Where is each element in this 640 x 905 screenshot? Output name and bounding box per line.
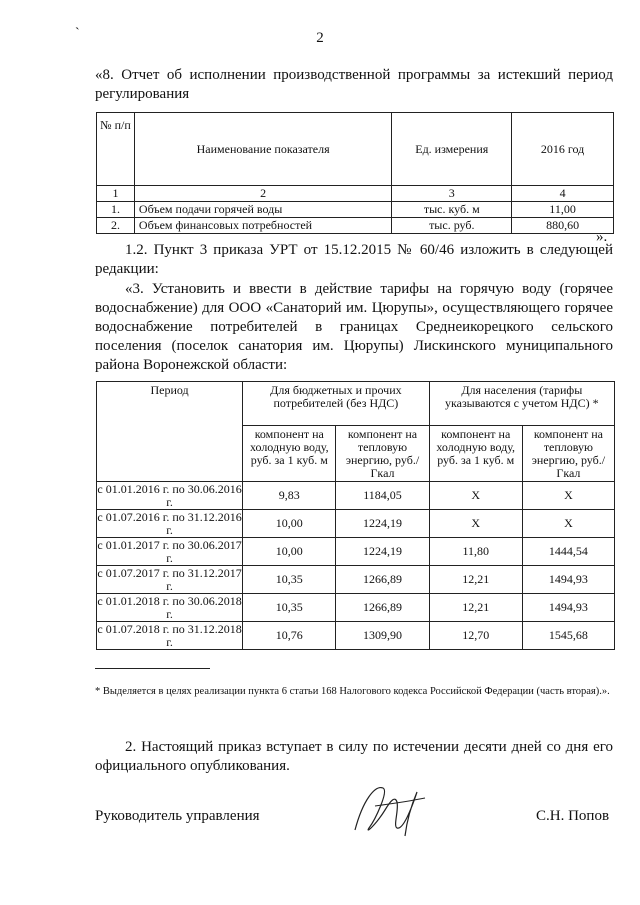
table-cell: 10,35	[243, 566, 336, 594]
footnote: * Выделяется в целях реализации пункта 6 статьи 168 Налогового кодекса Российской Федерации (часть вторая).».	[95, 686, 610, 697]
table-row	[97, 202, 614, 218]
header-year: 2016 год	[512, 113, 614, 186]
table-header-row	[97, 113, 614, 186]
table-cell: 10,00	[243, 510, 336, 538]
table-cell: 9,83	[243, 482, 336, 510]
period-cell: с 01.01.2016 г. по 30.06.2016 г.	[97, 481, 242, 509]
table-cell: 3	[392, 186, 512, 202]
table-cell: 10,76	[243, 622, 336, 650]
period-cell: с 01.07.2016 г. по 31.12.2016 г.	[97, 509, 242, 537]
closing-quote: ».	[596, 229, 608, 245]
table-row	[97, 594, 615, 622]
paragraph-1-2: 1.2. Пункт 3 приказа УРТ от 15.12.2015 № 60/46 изложить в следующей редакции:	[95, 242, 613, 277]
header-number: № п/п	[97, 113, 135, 186]
table-cell: Х	[429, 510, 522, 538]
table-cell: 1494,93	[522, 566, 614, 594]
table-cell: 11,80	[429, 538, 522, 566]
period-cell: с 01.01.2017 г. по 30.06.2017 г.	[97, 537, 242, 565]
subheader-heat-energy: компонент на тепловую энергию, руб./Гкал	[522, 426, 614, 482]
table-cell: 1545,68	[522, 622, 614, 650]
section-8-title-line1: «8. Отчет об исполнении производственной программы за истекший период	[95, 67, 613, 83]
table-index-row	[97, 186, 614, 202]
table-cell: 10,00	[243, 538, 336, 566]
tick-mark: `	[75, 26, 80, 41]
table-row	[97, 566, 615, 594]
table-cell: 10,35	[243, 594, 336, 622]
table-row	[97, 218, 614, 234]
table-cell: Х	[522, 482, 614, 510]
period-cell: с 01.07.2018 г. по 31.12.2018 г.	[97, 621, 242, 649]
header-period: Период	[97, 382, 243, 482]
table-header-row	[97, 382, 615, 426]
table-cell: 1	[97, 186, 135, 202]
table-cell: 1494,93	[522, 594, 614, 622]
period-cell: с 01.07.2017 г. по 31.12.2017 г.	[97, 565, 242, 593]
table-cell: 12,70	[429, 622, 522, 650]
signer-title: Руководитель управления	[95, 808, 260, 824]
table-cell: 11,00	[512, 202, 614, 218]
table-cell: 2.	[97, 218, 135, 234]
table-cell: 1266,89	[336, 594, 429, 622]
paragraph-2: 2. Настоящий приказ вступает в силу по истечении десяти дней со дня его официального опубликования.	[95, 739, 613, 774]
subheader-cold-water: компонент на холодную воду, руб. за 1 куб. м	[429, 426, 522, 482]
table-cell: 1224,19	[336, 538, 429, 566]
header-budget-consumers: Для бюджетных и прочих потребителей (без НДС)	[243, 382, 429, 426]
footnote-divider	[95, 668, 210, 669]
table-cell: 1184,05	[336, 482, 429, 510]
table-cell: 12,21	[429, 594, 522, 622]
table-cell: Объем подачи горячей воды	[134, 202, 391, 218]
period-cell: с 01.01.2018 г. по 30.06.2018 г.	[97, 593, 242, 621]
subheader-cold-water: компонент на холодную воду, руб. за 1 куб. м	[243, 426, 336, 482]
production-program-table	[96, 112, 614, 234]
table-row	[97, 622, 615, 650]
table-cell: Х	[522, 510, 614, 538]
header-indicator: Наименование показателя	[134, 113, 391, 186]
table-cell: Х	[429, 482, 522, 510]
subheader-heat-energy: компонент на тепловую энергию, руб./Гкал	[336, 426, 429, 482]
header-population: Для населения (тарифы указываются с учетом НДС) *	[429, 382, 614, 426]
signature-image	[345, 780, 435, 840]
tariff-table	[96, 381, 615, 650]
table-cell: тыс. куб. м	[392, 202, 512, 218]
table-cell: 12,21	[429, 566, 522, 594]
table-cell: 1224,19	[336, 510, 429, 538]
header-unit: Ед. измерения	[392, 113, 512, 186]
table-cell: тыс. руб.	[392, 218, 512, 234]
table-cell: 4	[512, 186, 614, 202]
page-number: 2	[316, 30, 324, 46]
table-cell: 880,60	[512, 218, 614, 234]
table-row	[97, 538, 615, 566]
signer-name: С.Н. Попов	[536, 808, 610, 824]
section-8-title-line2: регулирования	[95, 86, 190, 102]
table-row	[97, 510, 615, 538]
table-cell: Объем финансовых потребностей	[134, 218, 391, 234]
table-cell: 1.	[97, 202, 135, 218]
table-cell: 2	[134, 186, 391, 202]
section-8-title	[95, 66, 613, 104]
table-row	[97, 482, 615, 510]
table-cell: 1444,54	[522, 538, 614, 566]
paragraph-3: «3. Установить и ввести в действие тарифы на горячую воду (горячее водоснабжение) для ООО «Санаторий им. Цюрупы», осуществляющего горячее водоснабжение потребителей в границах Среднеикорецкого сельского поселения (поселок санатория им. Цюрупы) Лискинского муниципального района Воронежской области:	[95, 281, 613, 373]
table-cell: 1309,90	[336, 622, 429, 650]
table-cell: 1266,89	[336, 566, 429, 594]
